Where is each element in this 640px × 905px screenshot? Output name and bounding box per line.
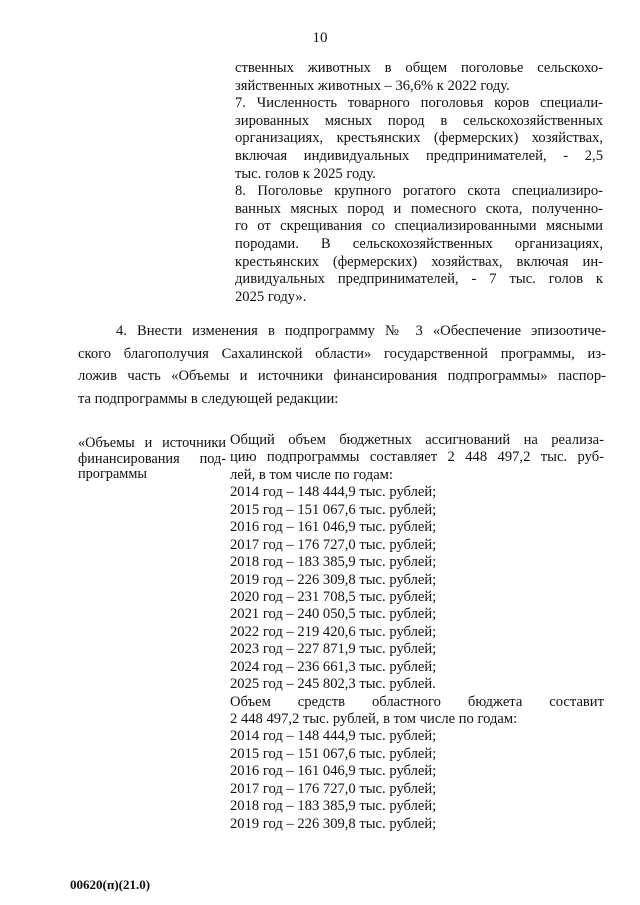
text-line: 2 448 497,2 тыс. рублей, в том числе по годам: [230, 711, 518, 727]
year-amount-line: 2015 год – 151 067,6 тыс. рублей; [230, 501, 437, 518]
text-line: Общий объем бюджетных ассигнований на реализа- [230, 432, 604, 448]
text-line: цию подпрограммы составляет 2 448 497,2 тыс. руб- [230, 449, 604, 466]
text-line: породами. В сельскохозяйственных организациях, [235, 235, 603, 252]
year-amount-line: 2019 год – 226 309,8 тыс. рублей; [230, 815, 437, 832]
year-amount-line: 2016 год – 161 046,9 тыс. рублей; [230, 519, 437, 536]
year-amount-line: 2017 год – 176 727,0 тыс. рублей; [230, 536, 437, 553]
year-amount-line: 2015 год – 151 067,6 тыс. рублей; [230, 745, 437, 762]
page-number: 10 [312, 30, 328, 46]
passport-section-label [78, 436, 226, 483]
year-amount-line: 2018 год – 183 385,9 тыс. рублей; [230, 554, 437, 571]
year-amount-line: 2025 год – 245 802,3 тыс. рублей. [230, 676, 436, 693]
year-amount-line: 2016 год – 161 046,9 тыс. рублей; [230, 763, 437, 780]
text-line: го от скрещивания со специализированными мясными [235, 218, 603, 235]
text-line: 7. Численность товарного поголовья коров специали- [235, 95, 603, 112]
year-amount-line: 2023 год – 227 871,9 тыс. рублей; [230, 641, 437, 658]
passport-section-value [230, 432, 604, 833]
amendment-paragraph [78, 320, 606, 410]
text-line: 8. Поголовье крупного рогатого скота специализиро- [235, 183, 603, 200]
year-amount-line: 2018 год – 183 385,9 тыс. рублей; [230, 798, 437, 815]
text-line: зированных мясных пород в сельскохозяйственных [235, 112, 603, 129]
year-amount-line: 2022 год – 219 420,6 тыс. рублей; [230, 623, 437, 640]
text-line: 2025 году». [235, 288, 307, 305]
text-line: ского благополучия Сахалинской области» государственной программы, из- [78, 345, 606, 362]
text-line: финансирования под- [78, 450, 226, 467]
year-amount-line: 2014 год – 148 444,9 тыс. рублей; [230, 728, 437, 745]
year-amount-line: 2024 год – 236 661,3 тыс. рублей; [230, 658, 437, 675]
year-amount-line: 2014 год – 148 444,9 тыс. рублей; [230, 484, 437, 501]
text-line: «Объемы и источники [78, 435, 226, 451]
text-line: зяйственных животных – 36,6% к 2022 году. [235, 77, 510, 94]
text-line: 4. Внести изменения в подпрограмму № 3 «Обеспечение эпизоотиче- [116, 323, 606, 339]
text-line: Объем средств областного бюджета составит [230, 693, 604, 710]
year-amount-line: 2017 год – 176 727,0 тыс. рублей; [230, 780, 437, 797]
year-amount-line: 2019 год – 226 309,8 тыс. рублей; [230, 571, 437, 588]
text-line: организациях, крестьянских (фермерских) хозяйствах, [235, 130, 603, 147]
year-amount-line: 2020 год – 231 708,5 тыс. рублей; [230, 588, 437, 605]
text-line: крестьянских (фермерских) хозяйствах, включая ин- [235, 253, 603, 270]
document-code: 00620(п)(21.0) [70, 877, 151, 892]
text-line: тыс. голов к 2025 году. [235, 165, 376, 182]
text-line: ложив часть «Объемы и источники финансирования подпрограммы» паспор- [78, 368, 606, 385]
text-line: та подпрограммы в следующей редакции: [78, 390, 339, 407]
text-line: лей, в том числе по годам: [230, 466, 393, 483]
text-line: ванных мясных пород и помесного скота, полученно- [235, 200, 603, 217]
text-line: программы [78, 466, 148, 482]
text-line: ственных животных в общем поголовье сельскохо- [235, 60, 603, 76]
indicator-items-continuation [235, 60, 603, 306]
text-line: включая индивидуальных предпринимателей, - 2,5 [235, 147, 603, 164]
year-amount-line: 2021 год – 240 050,5 тыс. рублей; [230, 606, 437, 623]
text-line: дивидуальных предпринимателей, - 7 тыс. голов к [235, 271, 603, 288]
